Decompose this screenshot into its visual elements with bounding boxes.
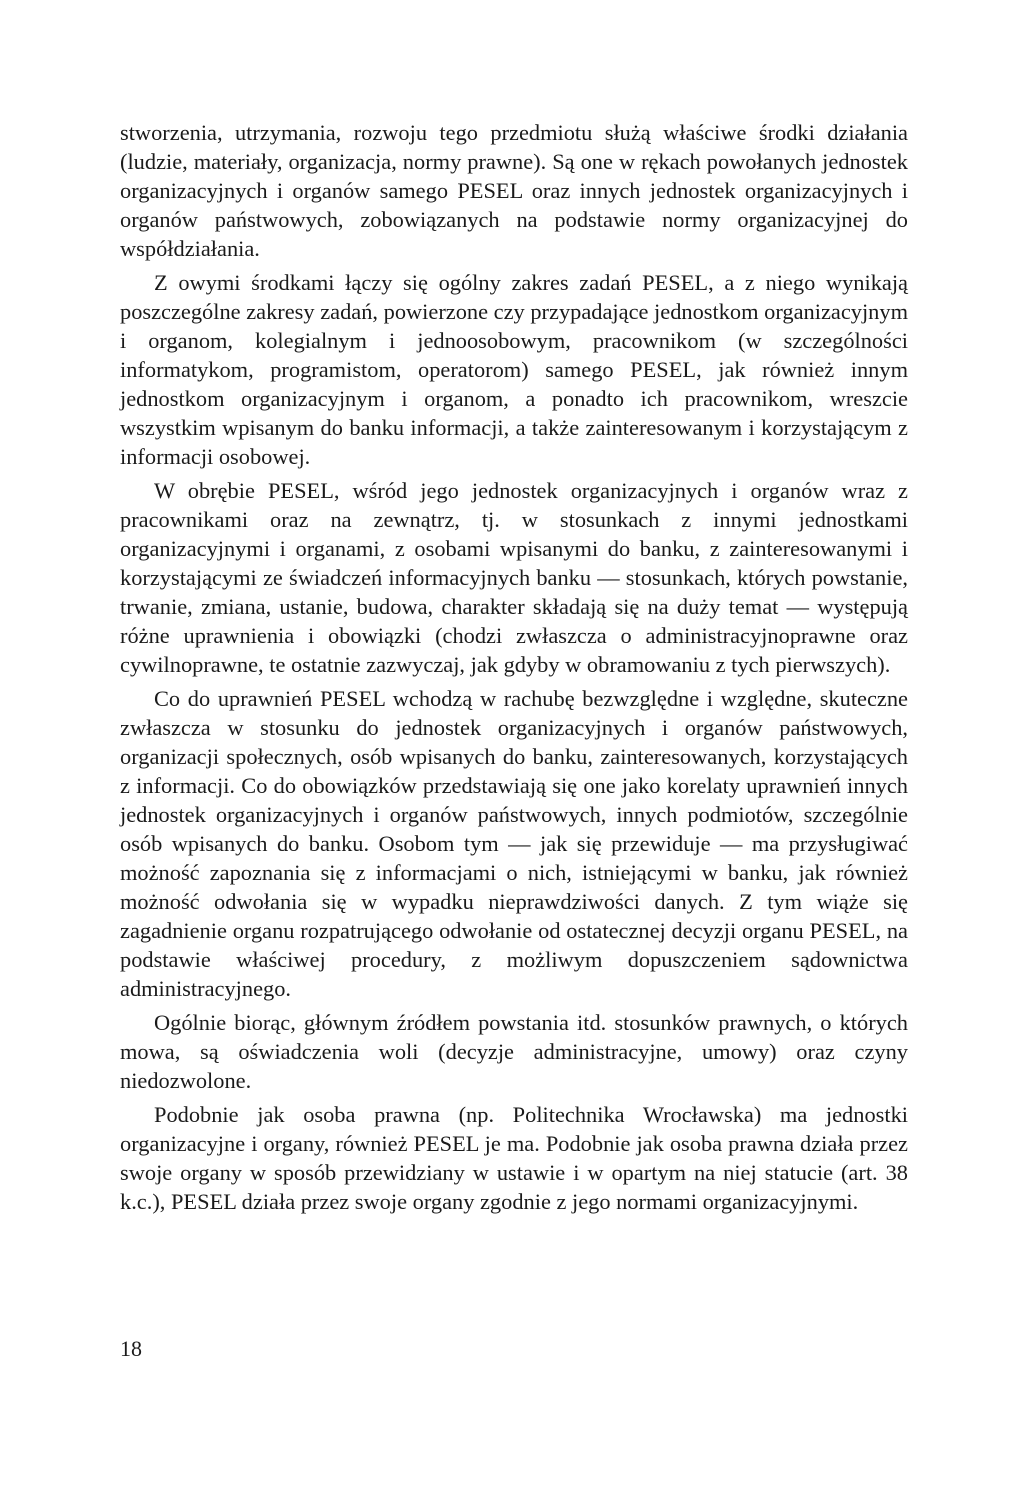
paragraph-6: Podobnie jak osoba prawna (np. Politechnika Wrocławska) ma jednostki organizacyjne i organy, również PESEL je ma. Podobnie jak osoba prawna działa przez swoje organy w sposób przewidziany w ustawie i w opartym na niej statucie (art. 38 k.c.), PESEL działa przez swoje organy zgodnie z jego normami organizacyjnymi. [120,1102,908,1214]
paragraph-4: Co do uprawnień PESEL wchodzą w rachubę bezwzględne i względne, skuteczne zwłaszcza w stosunku do jednostek organizacyjnych i organów państwowych, organizacji społecznych, osób wpisanych do banku, zainteresowanych, korzystających z informacji. Co do obowiązków przedstawiają się one jako korelaty uprawnień innych jednostek organizacyjnych i organów państwowych, innych podmiotów, szczególnie osób wpisanych do banku. Osobom tym — jak się przewiduje — ma przysługiwać możność zapoznania się z informacjami o nich, istniejącymi w banku, jak również możność odwołania się w wypadku nieprawdziwości danych. Z tym wiąże się zagadnienie organu rozpatrującego odwołanie od ostatecznej decyzji organu PESEL, na podstawie właściwej procedury, z możliwym dopuszczeniem sądownictwa administracyjnego. [120,686,908,1001]
page-number: 18 [120,1336,142,1361]
paragraph-2: Z owymi środkami łączy się ogólny zakres zadań PESEL, a z niego wynikają poszczególne zakresy zadań, powierzone czy przypadające jednostkom organizacyjnym i organom, kolegialnym i jednoosobowym, pracownikom (w szczególności informatykom, programistom, operatorom) samego PESEL, jak również innym jednostkom organizacyjnym i organom, a ponadto ich pracownikom, wreszcie wszystkim wpisanym do banku informacji, a także zainteresowanym i korzystającym z informacji osobowej. [120,270,908,469]
paragraph-5: Ogólnie biorąc, głównym źródłem powstania itd. stosunków prawnych, o których mowa, są oświadczenia woli (decyzje administracyjne, umowy) oraz czyny niedozwolone. [120,1010,908,1093]
page-body [120,118,908,1221]
paragraph-1: stworzenia, utrzymania, rozwoju tego przedmiotu służą właściwe środki działania (ludzie, materiały, organizacja, normy prawne). Są one w rękach powołanych jednostek organizacyjnych i organów samego PESEL oraz innych jednostek organizacyjnych i organów państwowych, zobowiązanych na podstawie normy organizacyjnej do współdziałania. [120,120,908,261]
paragraph-3: W obrębie PESEL, wśród jego jednostek organizacyjnych i organów wraz z pracownikami oraz na zewnątrz, tj. w stosunkach z innymi jednostkami organizacyjnymi i organami, z osobami wpisanymi do banku, z zainteresowanymi i korzystającymi ze świadczeń informacyjnych banku — stosunkach, których powstanie, trwanie, zmiana, ustanie, budowa, charakter składają się na duży temat — występują różne uprawnienia i obowiązki (chodzi zwłaszcza o administracyjnoprawne oraz cywilnoprawne, te ostatnie zazwyczaj, jak gdyby w obramowaniu z tych pierwszych). [120,478,908,677]
